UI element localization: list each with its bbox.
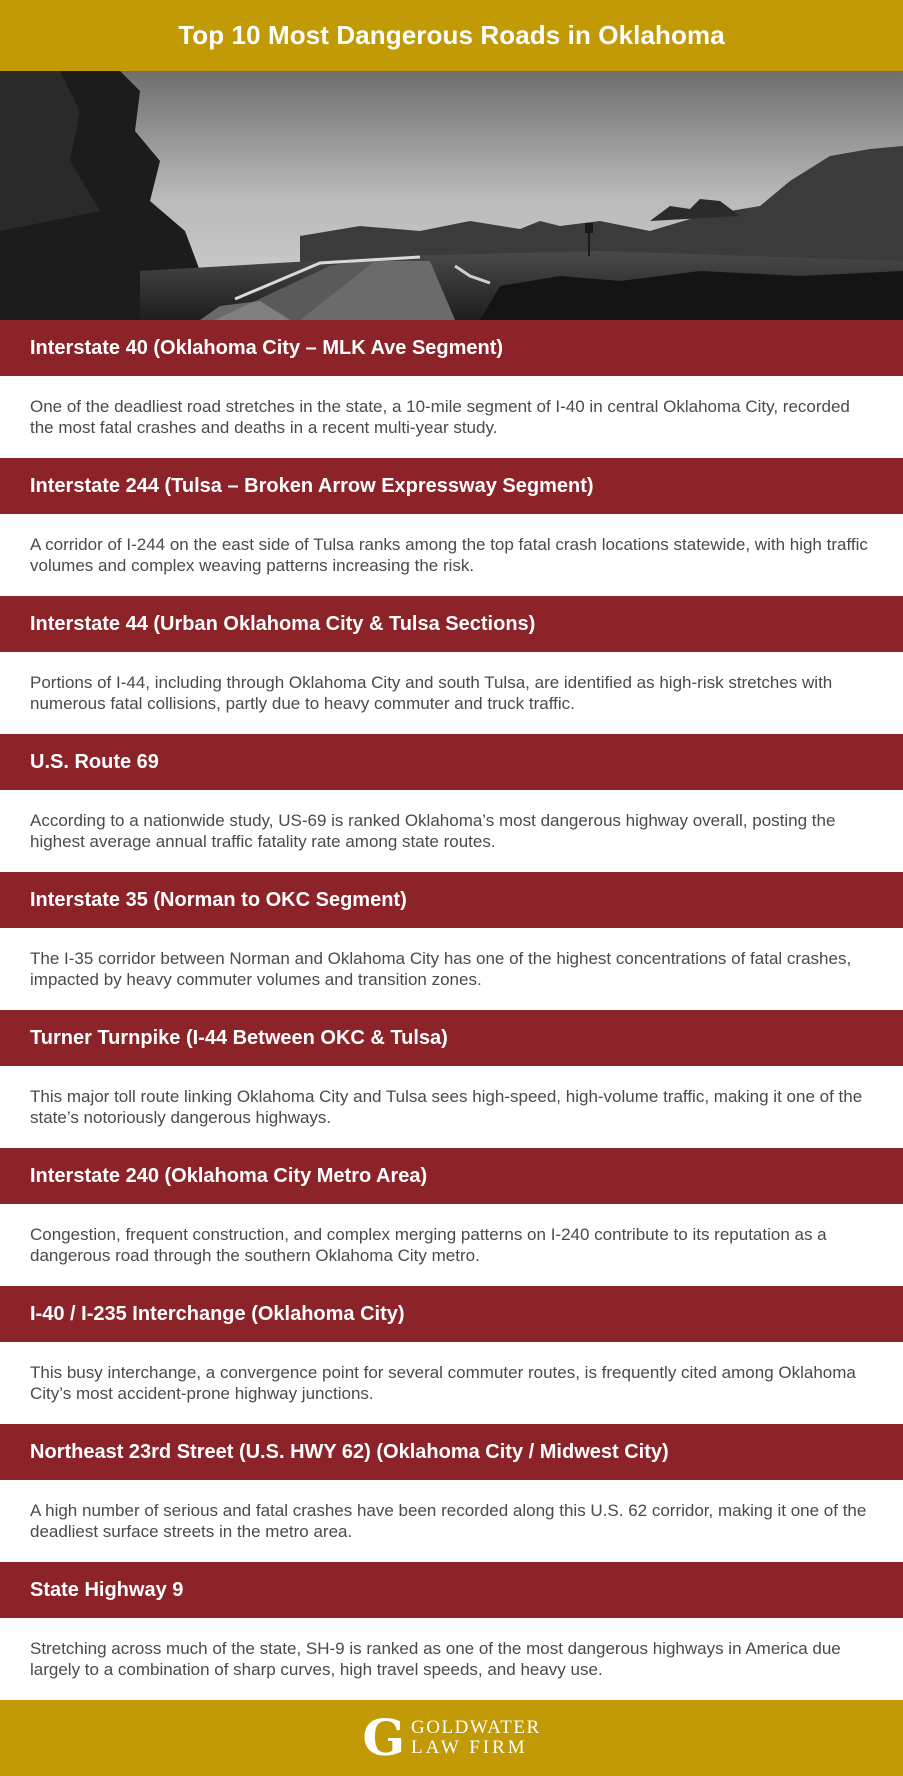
road-item [0,1424,903,1562]
road-description: One of the deadliest road stretches in the state, a 10-mile segment of I-40 in central Oklahoma City, recorded the most fatal crashes and deaths in a recent multi-year study. [0,376,903,458]
header-banner [0,0,903,71]
page-title: Top 10 Most Dangerous Roads in Oklahoma [178,20,725,50]
road-item [0,320,903,458]
road-item [0,872,903,1010]
road-title: Interstate 240 (Oklahoma City Metro Area) [0,1148,903,1204]
road-title: Interstate 44 (Urban Oklahoma City & Tulsa Sections) [0,596,903,652]
road-description: This busy interchange, a convergence point for several commuter routes, is frequently cited among Oklahoma City’s most accident-prone highway junctions. [0,1342,903,1424]
hero-image [0,71,903,320]
logo-line-goldwater: GOLDWATER [411,1717,541,1738]
road-item [0,734,903,872]
desert-road-photo [0,71,903,320]
road-item [0,1562,903,1700]
goldwater-logo [362,1708,541,1767]
road-item [0,1010,903,1148]
road-description: According to a nationwide study, US-69 is ranked Oklahoma’s most dangerous highway overall, posting the highest average annual traffic fatality rate among state routes. [0,790,903,872]
road-item [0,458,903,596]
road-title: I-40 / I-235 Interchange (Oklahoma City) [0,1286,903,1342]
road-title: Interstate 40 (Oklahoma City – MLK Ave Segment) [0,320,903,376]
road-description: Congestion, frequent construction, and complex merging patterns on I-240 contribute to its reputation as a dangerous road through the southern Oklahoma City metro. [0,1204,903,1286]
road-list [0,320,903,1700]
road-item [0,596,903,734]
road-item [0,1286,903,1424]
logo-wordmark [411,1718,541,1758]
road-title: U.S. Route 69 [0,734,903,790]
road-item [0,1148,903,1286]
logo-line-law-firm: LAW FIRM [411,1737,528,1758]
logo-g-icon: G [362,1708,406,1767]
road-title: Interstate 244 (Tulsa – Broken Arrow Expressway Segment) [0,458,903,514]
road-description: This major toll route linking Oklahoma City and Tulsa sees high-speed, high-volume traffic, making it one of the state’s notoriously dangerous highways. [0,1066,903,1148]
road-title: Turner Turnpike (I-44 Between OKC & Tulsa) [0,1010,903,1066]
road-title: State Highway 9 [0,1562,903,1618]
road-description: A corridor of I-244 on the east side of Tulsa ranks among the top fatal crash locations statewide, with high traffic volumes and complex weaving patterns increasing the risk. [0,514,903,596]
footer-banner [0,1700,903,1776]
road-description: Stretching across much of the state, SH-9 is ranked as one of the most dangerous highways in America due largely to a combination of sharp curves, high travel speeds, and heavy use. [0,1618,903,1700]
road-title: Interstate 35 (Norman to OKC Segment) [0,872,903,928]
road-title: Northeast 23rd Street (U.S. HWY 62) (Oklahoma City / Midwest City) [0,1424,903,1480]
road-description: Portions of I-44, including through Oklahoma City and south Tulsa, are identified as high-risk stretches with numerous fatal collisions, partly due to heavy commuter and truck traffic. [0,652,903,734]
road-description: The I-35 corridor between Norman and Oklahoma City has one of the highest concentrations of fatal crashes, impacted by heavy commuter volumes and transition zones. [0,928,903,1010]
road-description: A high number of serious and fatal crashes have been recorded along this U.S. 62 corridor, making it one of the deadliest surface streets in the metro area. [0,1480,903,1562]
